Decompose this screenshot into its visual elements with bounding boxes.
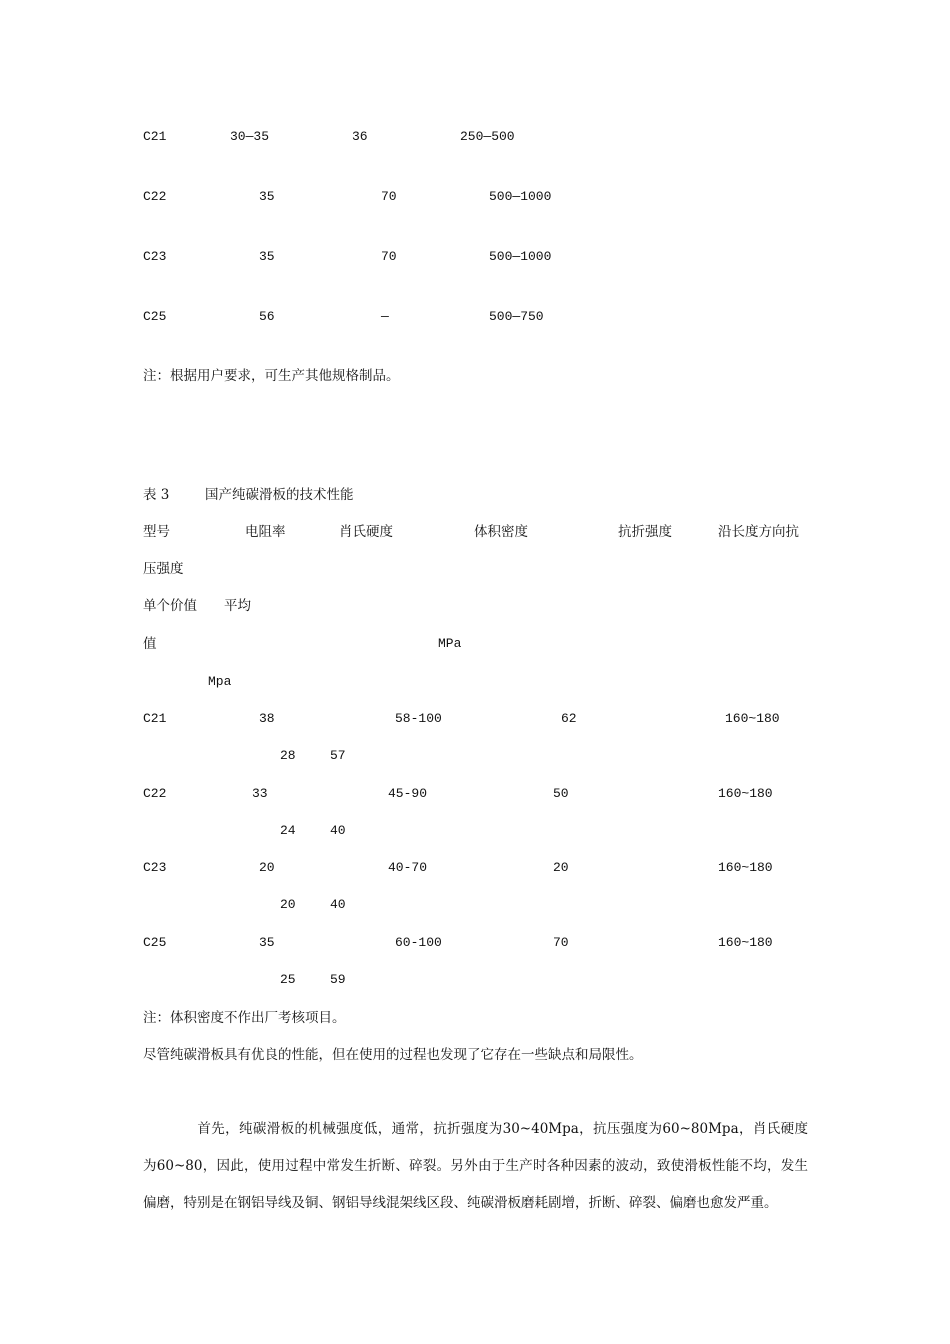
table2-cell: 30—35 — [230, 129, 270, 144]
row-flexural: 160~180 — [718, 786, 773, 801]
row-average: 57 — [330, 748, 346, 763]
table2-cell: 35 — [259, 249, 275, 264]
table2-cell: 70 — [381, 249, 397, 264]
table2-cell: 500—1000 — [489, 249, 552, 264]
header-single-value: 单个价值 — [143, 598, 197, 614]
row-hardness: 58-100 — [395, 711, 442, 726]
table2-model: C22 — [143, 189, 167, 204]
table2-model: C23 — [143, 249, 167, 264]
body-sentence: 尽管纯碳滑板具有优良的性能，但在使用的过程也发现了它存在一些缺点和局限性。 — [143, 1047, 643, 1063]
table3-caption-label: 表 3 — [143, 487, 170, 503]
header-hardness: 肖氏硬度 — [339, 524, 393, 540]
table2-cell: 36 — [352, 129, 368, 144]
table2-model: C21 — [143, 129, 167, 144]
note-table3: 注：体积密度不作出厂考核项目。 — [143, 1010, 346, 1026]
row-resistivity: 33 — [252, 786, 268, 801]
table2-cell: 500—750 — [489, 309, 544, 324]
row-resistivity: 38 — [259, 711, 275, 726]
table2-cell: 35 — [259, 189, 275, 204]
header-unit: MPa — [438, 636, 462, 651]
row-single: 25 — [280, 972, 296, 987]
row-single: 24 — [280, 823, 296, 838]
row-resistivity: 20 — [259, 860, 275, 875]
row-density: 20 — [553, 860, 569, 875]
body-paragraph-text: 首先，纯碳滑板的机械强度低，通常，抗折强度为30~40Mpa，抗压强度为60~80Mpa，肖氏硬度为60~80，因此，使用过程中常发生折断、碎裂。另外由于生产时各种因素的波动，致使滑板性能不均，发生偏磨，特别是在钢铝导线及铜、钢铝导线混架线区段、纯碳滑板磨耗剧增，折断、碎裂、偏磨也愈发严重。 — [143, 1121, 808, 1211]
header-compressive: 沿长度方向抗 — [718, 524, 799, 540]
table3-caption-title: 国产纯碳滑板的技术性能 — [205, 487, 354, 503]
row-average: 40 — [330, 823, 346, 838]
header-density: 体积密度 — [474, 524, 528, 540]
row-flexural: 160~180 — [725, 711, 780, 726]
row-average: 59 — [330, 972, 346, 987]
table2-cell: 56 — [259, 309, 275, 324]
row-density: 50 — [553, 786, 569, 801]
header-resistivity: 电阻率 — [245, 524, 286, 540]
table2-model: C25 — [143, 309, 167, 324]
row-hardness: 45-90 — [388, 786, 428, 801]
note-table2: 注：根据用户要求，可生产其他规格制品。 — [143, 368, 400, 384]
row-flexural: 160~180 — [718, 860, 773, 875]
row-average: 40 — [330, 897, 346, 912]
header-flexural: 抗折强度 — [618, 524, 672, 540]
header-value-cont: 值 — [143, 636, 157, 652]
header-compressive-cont: 压强度 — [143, 561, 184, 577]
row-single: 20 — [280, 897, 296, 912]
table2-cell: — — [381, 309, 389, 324]
row-model: C21 — [143, 711, 167, 726]
row-single: 28 — [280, 748, 296, 763]
body-paragraph — [143, 1111, 808, 1222]
row-hardness: 40-70 — [388, 860, 428, 875]
row-hardness: 60-100 — [395, 935, 442, 950]
row-resistivity: 35 — [259, 935, 275, 950]
header-average: 平均 — [224, 598, 251, 614]
row-model: C22 — [143, 786, 167, 801]
row-density: 62 — [561, 711, 577, 726]
header-unit: Mpa — [208, 674, 232, 689]
header-model: 型号 — [143, 524, 170, 540]
table2-cell: 70 — [381, 189, 397, 204]
row-model: C25 — [143, 935, 167, 950]
table2-cell: 250—500 — [460, 129, 515, 144]
row-model: C23 — [143, 860, 167, 875]
row-flexural: 160~180 — [718, 935, 773, 950]
table2-cell: 500—1000 — [489, 189, 552, 204]
row-density: 70 — [553, 935, 569, 950]
